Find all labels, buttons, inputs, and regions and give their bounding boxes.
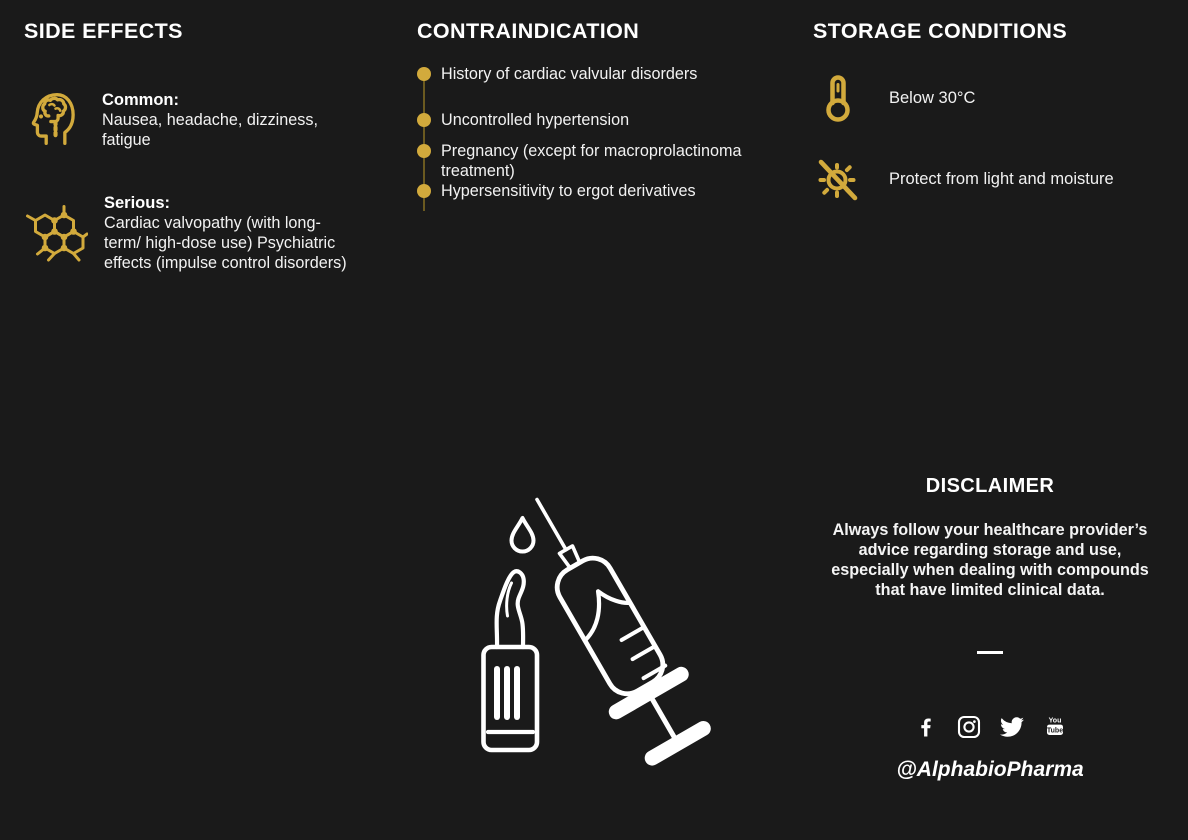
disclaimer-title: DISCLAIMER (925, 475, 1055, 497)
bullet-dot (417, 144, 431, 158)
storage-row-light (813, 154, 1183, 204)
bullet-dot (417, 184, 431, 198)
side-effect-serious-row (24, 193, 394, 273)
disclaimer-text: Always follow your healthcare provider’s advice regarding storage and use, especially when dealing with compounds that have limited clinical data. (831, 521, 1149, 599)
contraindication-list (417, 64, 762, 201)
list-item-text: Hypersensitivity to ergot derivatives (441, 182, 696, 200)
side-effect-description: Nausea, headache, dizziness, fatigue (102, 111, 318, 149)
storage-conditions-section (813, 18, 1183, 204)
contraindication-title: CONTRAINDICATION (417, 19, 640, 43)
svg-text:You: You (1048, 717, 1061, 725)
no-light-icon (813, 154, 863, 204)
disclaimer-section (820, 475, 1160, 782)
social-icons-row (820, 715, 1160, 739)
ampoule-syringe-illustration (450, 488, 750, 788)
side-effect-common-row (24, 90, 394, 150)
storage-condition-text: Protect from light and moisture (889, 169, 1114, 188)
storage-conditions-title: STORAGE CONDITIONS (813, 19, 1068, 43)
bullet-dot (417, 113, 431, 127)
facebook-icon[interactable] (914, 715, 938, 739)
side-effect-serious-text (104, 193, 354, 273)
storage-condition-text: Below 30°C (889, 88, 976, 107)
list-item (417, 141, 752, 181)
twitter-icon[interactable] (1000, 715, 1024, 739)
social-handle: @AlphabioPharma (896, 758, 1084, 781)
list-item (417, 181, 752, 201)
thermometer-icon (813, 73, 863, 123)
side-effect-common-text (102, 90, 352, 150)
svg-text:Tube: Tube (1046, 727, 1063, 735)
side-effect-label: Serious: (104, 194, 171, 212)
list-item-text: History of cardiac valvular disorders (441, 65, 698, 83)
side-effects-title: SIDE EFFECTS (24, 19, 183, 43)
list-item-text: Pregnancy (except for macroprolactinoma treatment) (441, 142, 742, 180)
storage-row-temperature (813, 73, 1183, 123)
divider-line (977, 651, 1003, 654)
contraindication-section (417, 18, 762, 201)
list-item-text: Uncontrolled hypertension (441, 111, 630, 129)
brain-icon (24, 90, 86, 148)
molecule-icon (24, 193, 88, 266)
side-effect-description: Cardiac valvopathy (with long-term/ high-dose use) Psychiatric effects (impulse control disorders) (104, 214, 347, 272)
list-item (417, 110, 752, 130)
side-effects-section (24, 18, 394, 273)
list-item (417, 64, 752, 84)
instagram-icon[interactable] (957, 715, 981, 739)
bullet-dot (417, 67, 431, 81)
side-effect-label: Common: (102, 91, 179, 109)
youtube-icon[interactable] (1043, 715, 1067, 739)
